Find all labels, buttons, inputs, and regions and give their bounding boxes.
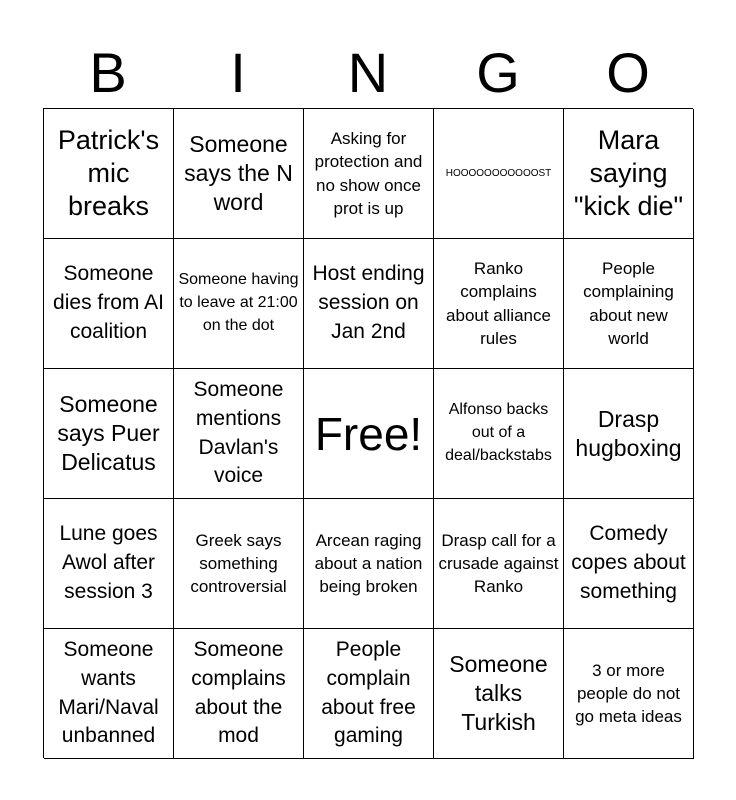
cell-text: Lune goes Awol after session 3 bbox=[59, 522, 158, 603]
bingo-cell[interactable] bbox=[44, 369, 174, 499]
bingo-free-cell[interactable] bbox=[304, 369, 434, 499]
cell-text: 3 or more people do not go meta ideas bbox=[575, 660, 682, 727]
bingo-cell[interactable] bbox=[174, 239, 304, 369]
cell-text: Drasp call for a crusade against Ranko bbox=[438, 530, 559, 597]
bingo-card bbox=[43, 108, 693, 758]
bingo-cell[interactable] bbox=[564, 369, 694, 499]
header-letter-g: G bbox=[476, 41, 520, 104]
cell-text: Drasp hugboxing bbox=[575, 405, 682, 461]
bingo-cell[interactable] bbox=[564, 239, 694, 369]
bingo-cell[interactable] bbox=[434, 369, 564, 499]
cell-text: Someone wants Mari/Naval unbanned bbox=[58, 637, 159, 748]
bingo-cell[interactable] bbox=[174, 369, 304, 499]
bingo-header bbox=[43, 40, 693, 106]
cell-text: Someone mentions Davlan's voice bbox=[193, 377, 284, 488]
free-space-label: Free! bbox=[314, 407, 423, 460]
cell-text: Alfonso backs out of a deal/backstabs bbox=[445, 401, 552, 464]
bingo-cell[interactable] bbox=[434, 629, 564, 759]
cell-text: Someone dies from AI coalition bbox=[53, 262, 164, 343]
bingo-cell[interactable] bbox=[564, 109, 694, 239]
header-letter-n: N bbox=[347, 41, 389, 104]
cell-text: Someone having to leave at 21:00 on the dot bbox=[178, 271, 299, 334]
cell-text: Greek says something controversial bbox=[190, 530, 287, 597]
cell-text: Someone talks Turkish bbox=[449, 651, 548, 735]
header-letter-i: I bbox=[230, 41, 246, 104]
bingo-cell[interactable] bbox=[564, 499, 694, 629]
bingo-cell[interactable] bbox=[304, 239, 434, 369]
cell-text: Host ending session on Jan 2nd bbox=[312, 262, 425, 343]
cell-text: Patrick's mic breaks bbox=[57, 125, 160, 221]
bingo-cell[interactable] bbox=[564, 629, 694, 759]
bingo-cell[interactable] bbox=[304, 109, 434, 239]
bingo-cell[interactable] bbox=[44, 239, 174, 369]
bingo-cell[interactable] bbox=[44, 109, 174, 239]
cell-text: Someone complains about the mod bbox=[191, 637, 286, 748]
header-letter-b: B bbox=[89, 41, 127, 104]
cell-text: Mara saying "kick die" bbox=[573, 125, 684, 221]
cell-text: HOOOOOOOOOOOST bbox=[445, 167, 552, 179]
cell-text: Ranko complains about alliance rules bbox=[446, 259, 551, 348]
cell-text: Asking for protection and no show once prot is up bbox=[314, 129, 423, 218]
bingo-cell[interactable] bbox=[304, 499, 434, 629]
bingo-cell[interactable] bbox=[44, 629, 174, 759]
cell-text: People complaining about new world bbox=[583, 259, 674, 348]
cell-text: Arcean raging about a nation being broken bbox=[314, 530, 423, 597]
cell-text: People complain about free gaming bbox=[321, 637, 416, 748]
cell-text: Someone says Puer Delicatus bbox=[57, 391, 160, 475]
bingo-cell[interactable] bbox=[174, 629, 304, 759]
bingo-cell[interactable] bbox=[304, 629, 434, 759]
bingo-cell[interactable] bbox=[434, 239, 564, 369]
cell-text: Comedy copes about something bbox=[571, 522, 686, 603]
header-letter-o: O bbox=[606, 41, 650, 104]
cell-text: Someone says the N word bbox=[184, 131, 293, 215]
bingo-cell[interactable] bbox=[174, 109, 304, 239]
bingo-cell[interactable] bbox=[434, 109, 564, 239]
bingo-cell[interactable] bbox=[434, 499, 564, 629]
bingo-cell[interactable] bbox=[44, 499, 174, 629]
bingo-cell[interactable] bbox=[174, 499, 304, 629]
